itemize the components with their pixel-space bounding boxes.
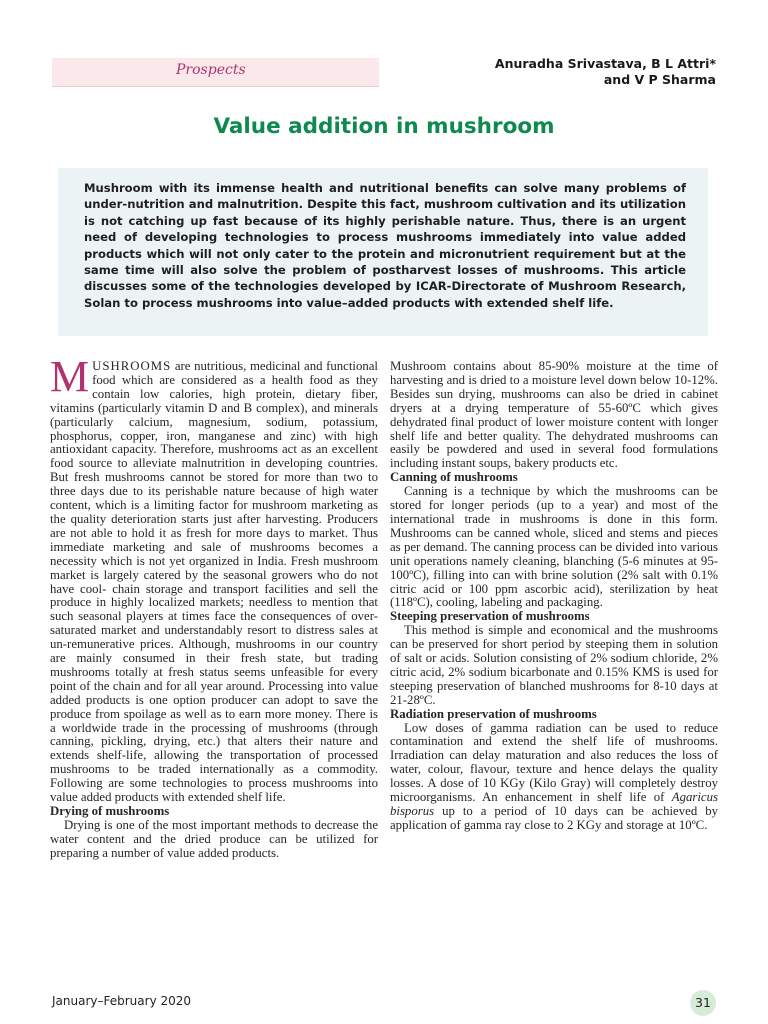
section-label: Prospects [176, 62, 246, 78]
drying-paragraph: Drying is one of the most important methods to decrease the water content and the dried produce can be utilized for preparing a number of value added products. [50, 817, 378, 860]
authors-line-2: and V P Sharma [603, 72, 716, 87]
issue-date: January–February 2020 [52, 994, 192, 1008]
article-title: Value addition in mushroom [213, 114, 555, 139]
canning-paragraph: Canning is a technique by which the mushrooms can be stored for longer periods (up to a year) and most of the international trade in mushrooms is done in this form. Mushrooms can be canned whole, sliced and stems and pieces as per demand. The canning process can be divided into various unit operations namely cleaning, blanching (5-6 minutes at 95-100ºC), filling into can with brine solution (2% salt with 0.1% citric acid or 100 ppm ascorbic acid), sterilization by heat (118ºC), cooling, labeling and packaging. [390, 484, 718, 610]
drying-continued-paragraph: Mushroom contains about 85-90% moisture at the time of harvesting and is dried to a moisture level down below 10-12%. Besides sun drying, mushrooms can also be dried in cabinet dryers at a drying temperature of 55-60ºC which gives dehydrated final product of lower moisture content with longer shelf life and better quality. The dehydrated mushrooms can easily be powdered and used in several food formulations including instant soups, bakery products etc. [390, 359, 718, 471]
intro-body: are nutritious, medicinal and functional food which are considered as a health food as they contain low calories, high protein, dietary fiber, vitamins (particularly vitamin D and B complex), and minerals (particularly calcium, magnesium, sodium, potassium, phosphorus, copper, iron, manganese and zinc) with high antioxidant capacity. Therefore, mushrooms act as an excellent food source to alleviate malnutrition in developing countries. But fresh mushrooms cannot be stored for more than two to three days due to its perishable nature because of high water content, which is a limiting factor for mushroom marketing as the quality deterioration starts just after harvesting. Producers are not able to hold it as fresh for more days to market. Thus immediate marketing and sale of mushrooms becomes a necessity which is not yet organized in India. Fresh mushroom market is largely catered by the seasonal growers who do not have cool- chain storage and transport facilities and sell the produce in highly localized markets; needless to mention that such seasonal players at times face the consequences of over-saturated market and understandably resort to distress sales at un-remunerative prices. Although, mushrooms in our country are mainly consumed in their fresh state, but trading mushrooms totally at fresh status seems unfeasible for every point of the chain and for all year around. Processing into value added products is one option producer can adopt to save the produce from spoilage as well as to earn more money. There is a worldwide trade in the processing of mushrooms (through canning, pickling, drying, etc.) that alters their nature and extends shelf-life, allowing the transportation of processed mushrooms to be traded internationally as a commodity. Following are some technologies to process mushrooms into value added products with extended shelf life. [50, 359, 378, 805]
intro-first-word: USHROOMS [92, 359, 172, 373]
radiation-text-1: Low doses of gamma radiation can be used to reduce contamination and extend the shelf life of mushrooms. Irradiation can delay maturation and also reduces the loss of water, colour, flavour, texture and hence delays the quality losses. A dose of 10 KGy (Kilo Gray) will completely destroy microorganisms. An enhancement in shelf life of [390, 720, 718, 805]
canning-heading: Canning of mushrooms [390, 470, 518, 485]
left-column [50, 352, 378, 861]
radiation-text-2: up to a period of 10 days can be achieved by application of gamma ray close to 2 KGy and storage at 10ºC. [390, 804, 718, 832]
radiation-paragraph [390, 722, 718, 833]
right-column [390, 360, 718, 833]
species-name: Agaricus bisporus [390, 790, 718, 818]
steeping-heading: Steeping preservation of mushrooms [390, 609, 590, 624]
intro-paragraph [50, 352, 378, 805]
abstract-box [58, 168, 708, 336]
steeping-paragraph: This method is simple and economical and the mushrooms can be preserved for short period by steeping them in solution of salt or acids. Solution consisting of 2% sodium chloride, 2% citric acid, 2% sodium bicarbonate and 0.15% KMS is used for steeping preservation of blanched mushrooms for 8-10 days at 21-28ºC. [390, 623, 718, 707]
drop-cap: M [50, 352, 90, 401]
section-label-box [52, 58, 379, 87]
page-number: 31 [690, 990, 716, 1016]
drying-heading: Drying of mushrooms [50, 804, 170, 818]
abstract-text: Mushroom with its immense health and nutritional benefits can solve many problems of under-nutrition and malnutrition. Despite this fact, mushroom cultivation and its utilization is not catching up fast because of its highly perishable nature. Thus, there is an urgent need of developing technologies to process mushrooms immediately into value added products which will not only cater to the protein and micronutrient requirement but at the same time will also solve the problem of postharvest losses of mushrooms. This article discusses some of the technologies developed by ICAR-Directorate of Mushroom Research, Solan to process mushrooms into value–added products with extended shelf life. [84, 181, 686, 310]
authors-line-1: Anuradha Srivastava, B L Attri* [494, 56, 716, 71]
author-list [396, 56, 716, 88]
radiation-heading: Radiation preservation of mushrooms [390, 706, 597, 721]
